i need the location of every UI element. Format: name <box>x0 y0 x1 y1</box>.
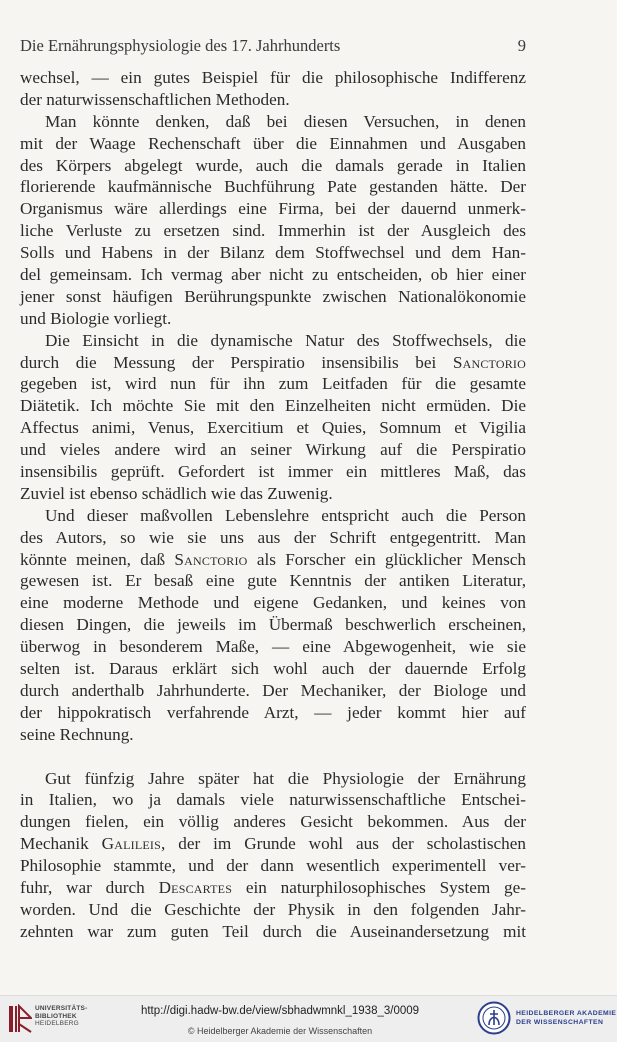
person-name: Sanctorio <box>452 352 526 372</box>
text-line: Die Einsicht in die dynamische Natur des Stoffwechsels, die <box>45 330 526 350</box>
text-line: eine moderne Methode und eigene Gedanken, und keines von <box>20 593 526 613</box>
person-name: Descartes <box>158 877 233 897</box>
text-line: florierende kaufmännische Buchführung Pate gestanden hätte. Der <box>20 177 526 197</box>
text-line: del gemeinsam. Ich vermag aber nicht zu entscheiden, ob hier einer <box>20 265 526 285</box>
university-library-logo-icon <box>8 1004 32 1034</box>
text-line: jener sonst häufigen Berührungspunkte zwischen Nationalökonomie <box>20 286 526 306</box>
academy-name: HEIDELBERGER AKADEMIE DER WISSENSCHAFTEN <box>516 1010 617 1026</box>
text-line: gegeben ist, wird nun für ihn zum Leitfaden für die gesamte <box>20 374 526 394</box>
paragraph-gap <box>20 746 526 768</box>
text-line: durch anderthalb Jahrhunderte. Der Mechaniker, der Biologe und <box>20 680 526 700</box>
text-line: überwog in besonderem Maße, — eine Abgewogenheit, wie sie <box>20 637 526 657</box>
text-line: Solls und Habens in der Bilanz dem Stoffwechsel und dem Han- <box>20 243 526 263</box>
text-line: und vieles andere wird an seiner Wirkung auf die Perspiratio <box>20 440 526 460</box>
text-line: Man könnte denken, daß bei diesen Versuchen, in denen <box>45 111 526 131</box>
text-line: mit der Waage Rechenschaft über die Einnahmen und Ausgaben <box>20 133 526 153</box>
text-line: worden. Und die Geschichte der Physik in den folgenden Jahr- <box>20 899 526 919</box>
text-line: Affectus animi, Venus, Exercitium et Quies, Somnum et Vigilia <box>20 418 526 438</box>
text-line: der hippokratisch verfahrende Arzt, — jeder kommt hier auf <box>20 702 526 722</box>
running-title: Die Ernährungsphysiologie des 17. Jahrhunderts <box>20 36 341 55</box>
text-line: seine Rechnung. <box>20 724 134 744</box>
text-line: Organismus wäre allerdings eine Firma, bei der dauernd unmerk- <box>20 199 526 219</box>
text-line: und Biologie vorliegt. <box>20 308 172 328</box>
text-line: Diätetik. Ich möchte Sie mit den Einzelheiten nicht ermüden. Die <box>20 396 526 416</box>
text-line: gewesen ist. Er besaß eine gute Kenntnis der antiken Literatur, <box>20 571 526 591</box>
text-line: der naturwissenschaftlichen Methoden. <box>20 89 290 109</box>
text-line: könnte meinen, daß Sanctorio als Forscher ein glücklicher Mensch <box>20 549 526 569</box>
text-line: durch die Messung der Perspiratio insensibilis bei Sanctorio <box>20 352 526 372</box>
text-line: selten ist. Daraus erklärt sich wohl auch der dauernde Erfolg <box>20 659 526 679</box>
text-line: dungen fielen, ein völlig anderes Gesicht bekommen. Aus der <box>20 812 526 832</box>
text-line: Gut fünfzig Jahre später hat die Physiologie der Ernährung <box>45 768 526 788</box>
text-line: des Autors, so wie sie uns aus der Schrift entgegentritt. Man <box>20 527 526 547</box>
text-line: Zuviel ist ebenso schädlich wie das Zuwenig. <box>20 483 333 503</box>
text-line: zehnten war zum guten Teil durch die Auseinandersetzung mit <box>20 921 526 941</box>
person-name: Sanctorio <box>174 549 248 569</box>
academy-seal-icon <box>477 1001 511 1035</box>
page-number: 9 <box>517 36 526 55</box>
text-line: diesen Dingen, die jeweils im Übermaß beschwerlich erscheinen, <box>20 615 526 635</box>
copyright-notice: © Heidelberger Akademie der Wissenschaften <box>187 1026 373 1036</box>
text-line: wechsel, — ein gutes Beispiel für die philosophische Indifferenz <box>20 68 526 87</box>
text-line: Philosophie stammte, und der dann wesentlich experimentell ver- <box>20 856 526 876</box>
text-line: Und dieser maßvollen Lebenslehre entspricht auch die Person <box>45 505 526 525</box>
text-line: insensibilis geprüft. Gefordert ist immer ein mittleres Maß, das <box>20 462 526 482</box>
viewer-footer <box>0 995 617 1042</box>
body-text <box>20 67 526 943</box>
text-line: des Körpers abgelegt wurde, auch die damals gerade in Italien <box>20 155 526 175</box>
text-line: liche Verluste zu ersetzen sind. Immerhin ist der Ausgleich des <box>20 221 526 241</box>
running-header <box>20 36 526 58</box>
text-line: fuhr, war durch Descartes ein naturphilosophisches System ge- <box>20 877 526 897</box>
text-line: Mechanik Galileis, der im Grunde wohl aus der scholastischen <box>20 834 526 854</box>
permalink-url[interactable]: http://digi.hadw-bw.de/view/sbhadwmnkl_1938_3/0009 <box>140 1005 420 1017</box>
text-line: in Italien, wo ja damals viele naturwissenschaftliche Entschei- <box>20 790 526 810</box>
person-name: Galileis <box>101 834 162 854</box>
university-library-name: UNIVERSITÄTS- BIBLIOTHEK HEIDELBERG <box>35 1005 88 1028</box>
